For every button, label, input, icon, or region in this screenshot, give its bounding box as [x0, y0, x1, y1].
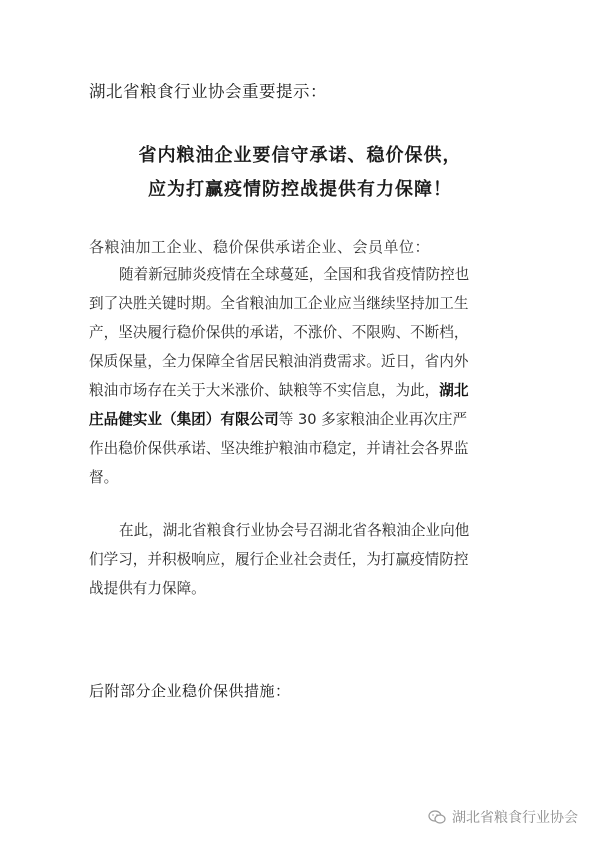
wechat-icon: [428, 810, 446, 824]
paragraph-1-line: 作出稳价保供承诺、坚决维护粮油市稳定，并请社会各界监: [89, 440, 469, 457]
watermark-text: 湖北省粮食行业协会: [452, 810, 578, 826]
appendix-heading: 后附部分企业稳价保供措施：: [89, 682, 291, 700]
watermark: [428, 807, 578, 827]
paragraph-1-line: 到了决胜关键时期。全省粮油加工企业应当继续坚持加工生: [89, 295, 469, 312]
document-heading: 湖北省粮食行业协会重要提示：: [89, 82, 327, 101]
paragraph-1-line: [89, 405, 529, 434]
company-name-bold: 庄品健实业（集团）有限公司: [89, 411, 279, 428]
paragraph-2: [89, 516, 529, 603]
paragraph-2-line: 们学习，并积极响应，履行企业社会责任，为打赢疫情防控: [89, 551, 469, 568]
paragraph-2-line: 在此，湖北省粮食行业协会号召湖北省各粮油企业向他: [119, 522, 470, 539]
text-segment: 粮油市场存在关于大米涨价、缺粮等不实信息，为此，: [89, 382, 440, 399]
title-line-2: 应为打赢疫情防控战提供有力保障！: [148, 179, 452, 200]
paragraph-1-line: 产，坚决履行稳价保供的承诺，不涨价、不限购、不断档，: [89, 324, 469, 341]
paragraph-2-line: 战提供有力保障。: [89, 580, 206, 597]
paragraph-1-line: 随着新冠肺炎疫情在全球蔓延，全国和我省疫情防控也: [119, 266, 470, 283]
company-name-bold: 湖北: [439, 382, 469, 399]
title-line-1: 省内粮油企业要信守承诺、稳价保供，: [138, 145, 462, 166]
paragraph-1: [89, 260, 529, 492]
text-segment: 等 30 多家粮油企业再次庄严: [278, 411, 468, 428]
paragraph-1-line: 督。: [89, 469, 119, 486]
paragraph-1-line: 保质保量，全力保障全省居民粮油消费需求。近日，省内外: [89, 353, 469, 370]
salutation: 各粮油加工企业、稳价保供承诺企业、会员单位：: [89, 238, 431, 256]
paragraph-1-line: [89, 376, 529, 405]
